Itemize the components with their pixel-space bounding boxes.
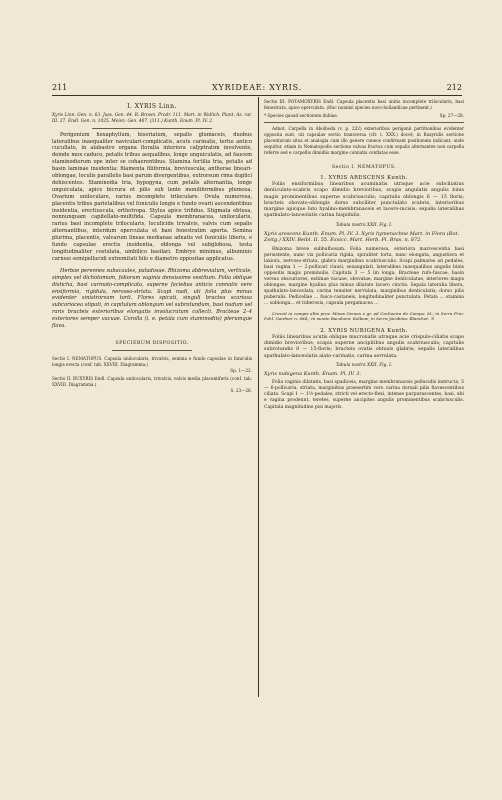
sectio-2-entry (52, 376, 252, 394)
species-2-diagnosis: Foliis linearibus acutis oblique mucronatis utraque acie crispulo-ciliatis scapo dimidio brevioribus; scapis superne ancipitibus angulis scabriusculis; capitulis subrotundis 8 — 15-floris; bracteis ovatis obtusis glabris; sepalis lateralibus spathulato-lanceolatis alato-carinatis, carina serrulata. (264, 334, 464, 359)
right-column (264, 99, 464, 411)
species-2-heading: 2. XYRIS NUBIGENA Kunth. (320, 327, 408, 334)
sectio-2-pages: S. 23—26. (230, 387, 252, 393)
separator (112, 350, 192, 351)
dubiae-text: * Species quoad sectionem dubiae. (264, 113, 339, 118)
dubiae-pages: Sp. 27—28. (439, 113, 464, 118)
conspectus-heading: SPECIERUM DISPOSITIO. (115, 340, 189, 346)
species-1-heading: 1. XYRIS ARESCENS Kunth. (320, 175, 408, 181)
separator (264, 122, 464, 123)
genus-heading: I. XYRIS Linn. (127, 103, 177, 110)
sectio-1-pages: Sp. 1—22. (230, 367, 252, 373)
adnotatio: Adnot. Carpella in Abolboda (v. p. 222) exterioribus perigonii partitionibus evidenter opposita sunt, uti capsulae sectio transversa (cfr. t. XXX.) docet; in Buxyridis sectione placentarum situs et analogia cum illo genere cuneos confirmant positionem indicant; unde sequitur, etiam in Nematopodis sectione valvas fructus cum sepalis alternantes non carpella referre sed e carpellis dimidiis margine connatis conflatas esse. (264, 126, 464, 155)
dubiae-entry (264, 113, 464, 119)
species-1-references: Xyris arescens Kunth. Enum. Pl. IV. 3. Xyris hymenachne Mart. in Flora (Bot. Zeitg.) XXIV. Beibl. II. 55. Exsicc. Mart. Herb. Fl. Bras. n. 872. (264, 230, 460, 244)
species-1-diagnosis: Foliis ensiformibus linearibus acuminatis utraque acie subciliatius denticulato-scabris scapo dimidio brevioribus, scapis angulatis angulis binis magis prominentibus superne scabriusculis; capitulis oblongis 6 — 15 floris; bracteis obovato-oblongis dorso subciliter punctulato scabris, interioribus margine apicque luto hyalino-membranaceis et lacero-incisis; sepalis lateralibus spathulato-lanceolatis carina hispidulis. (264, 182, 464, 219)
species-1-description: Rhizoma breve subbulbosum. Folia numerosa, exteriora marcescentia basi persistente, nunc vix pollicaria rigida, spiraliter torta, nunc elongata, angustiora et laxiora, nervoso-striata, glabra marginibus scabriusculis. Scapi palmares ad pedales, basi vagina 1 — 2-pollicari clausi, sexangulati, lateralibus inaequalibus angulis binis oppositis magis prominulis. Capitula 3 — 5 lin longa. Bracteae rufo-fuscae, basin versus obscuriores, extimae vacuae, obovatae, margine denticulatae, interiores magis oblongae, margine hyalino plus minus dilatato lacero cinctis. Sepala lateralia libera, spathulato-lanceolata, carina tenuiter nervulata, marginibus denticulatis; dorso pilis puberulis. Pedicellae ... fusco-castaneis, longitudinaliter punctulata. Petala ... stamina ... sublonga... et tuberosis, capsula pergamacea ... (264, 246, 464, 307)
left-column (52, 99, 252, 394)
sectio-3-text: Sectio III. POTAMOXYRIS Endl. Capsula placentis basi unitis incomplete trilocularis, basi fenestrata, apice operculata. (Huc nonnisi species novo-hollandicae pertinent.) (264, 99, 464, 110)
genus-description: Perigonium hexaphyllum, biseriatum, sepalis glumaceis, duobus lateralibus inaequaliter naviculari-complicatis, acute carinatis, tertio antico cucullato, in alabastro organa floralia interiora calyptratim involvente, deinde mox caduco, petalis tribus aequalibus, longe unguiculatis, ad faucem staminodiorum ope inter se cohaerentibus. Stamina fertilia tria, petalis ad basin laminae insidentia: filamenta filiformia, breviuscula; antherae lineari-oblongae, loculis parallelis basi parum divergentibus, extrorsum rima duplici dehiscentes. Staminodia tria, hypogyna, cum petalis alternantia, longe unguiculata, apice bicrura et pilis sub lente moniliformibus plumosa. Ovarium uniloculare, rarius incomplete triloculare. Ovula numerosa, placentis tribus parietalibus vel funiculis longis e fundo ovarii ascendentibus insidentia, erectiuscula, orthotropa. Stylus apice trifidus. Stigmata obtusa, nonnunquam capitellato-multifida. Capsula membranacea, unilocularis, rarius basi incomplete trilocularis, loculicide trivalvis, valvis cum sepalis alternantibus, interdum operculata et basi fenestratim aperta. Semina plurima, placentis, valvarum lineae medianae adnatis vel funiculis liberis, e fundo capsulae erectis insidentia, oblonga vel subglobosa, testa longitudinaliter costulata, umbilico basilari. Embryo minimus, albuminis carnosi semipellucidi extremitati hilo e diametro oppositae applicatus. (52, 131, 252, 262)
header-rule (52, 95, 462, 96)
column-divider (258, 97, 259, 697)
sectio-1-entry (52, 356, 252, 374)
separator (92, 128, 212, 129)
sectio-1-heading: Sectio I. NEMATOPUS. (331, 165, 397, 170)
genus-synonymy: Xyris Linn. Gen. n. 63. Juss. Gen. 44. R. Brown. Prodr. 111. Mart. in Wallich. Plant. As. rar. III. 27. Endl. Gen. n. 1025. Meisn. Gen. 407. (311.) Kunth. Enum. Pl. IV. 2. (52, 113, 252, 124)
sectio-1-text: Sectio I. NEMATOPUS. Capsula unilocularis, trivalvis, semina e fundo capsulae in funiculis longis erecta (conf. tab. XXVIII. Diagramma.) (52, 355, 252, 367)
species-2-plate: Tabula nostra XXII. Fig. I. (335, 362, 393, 368)
sectio-2-text: Sectio II. BUXYRIS Endl. Capsula unilocularis, trivalvis, valvis media placentiferis (conf. tab. XXVIII. Diagramma.) (52, 375, 252, 387)
running-title: XYRIDEAE: XYRIS. (212, 83, 302, 92)
species-1-locality: Crescit in campis altis prov. Minas Geraes e gr. ad Cachoeira do Campo: M.; in Serra Frio: Pohl, Gardner n. 684.; in monte Bacalumi: Kolbow; in Serra Jacobina: Blanchet. ♃ (264, 310, 464, 322)
page-number-right: 212 (446, 83, 462, 92)
species-2-references: Xyris nubigena Kunth. Enum. Pl. IV. 3. (264, 370, 362, 377)
genus-habit: Herbae perennes subacaules, paludosae. Rhizoma abbreviatum, verticale, simplex vel dichotomum, foliorum vaginis densissime vestitum. Folia oblique disticha, basi carinato-complicata, superne faciebus anticis connatis vere ensiformia, rigidula, nervoso-striata. Scapi nudi, uti folia plus minus evidenter sinistrorsum torti. Flores spicati, singuli bractea scariosa subcoriacea stipati, in capitulum oblongum vel subrotundum, basi nudum vel raris bracteis exterioribus elongatis involucratum collecti. Bracteae 2–4 exteriores semper vacuae. Corolla (i. e. petala cum staminodiis) plerumque flava. (52, 267, 252, 330)
species-1-plate: Tabula nostra XXII. Fig. I. (335, 222, 393, 228)
species-2-description: Folia vaginis dilatatis, basi spadiceis, margine membranaceis pellucidis instructa, 5 — 6-pollicaria, striata, marginibus praesertim vero carina dorsali pilis flavescentibus ciliata. Scapi 1 — 1½-pedales, stricti vel erecto-flexi, intense purpurascentes, basi, ubi e vagina prodeunt, teretes, superne ancipites angulis prominentibus scabriusculis. Capitula magnitudine pisi majoris. (264, 380, 464, 410)
page-number-left: 211 (52, 83, 68, 92)
running-head (52, 83, 462, 95)
